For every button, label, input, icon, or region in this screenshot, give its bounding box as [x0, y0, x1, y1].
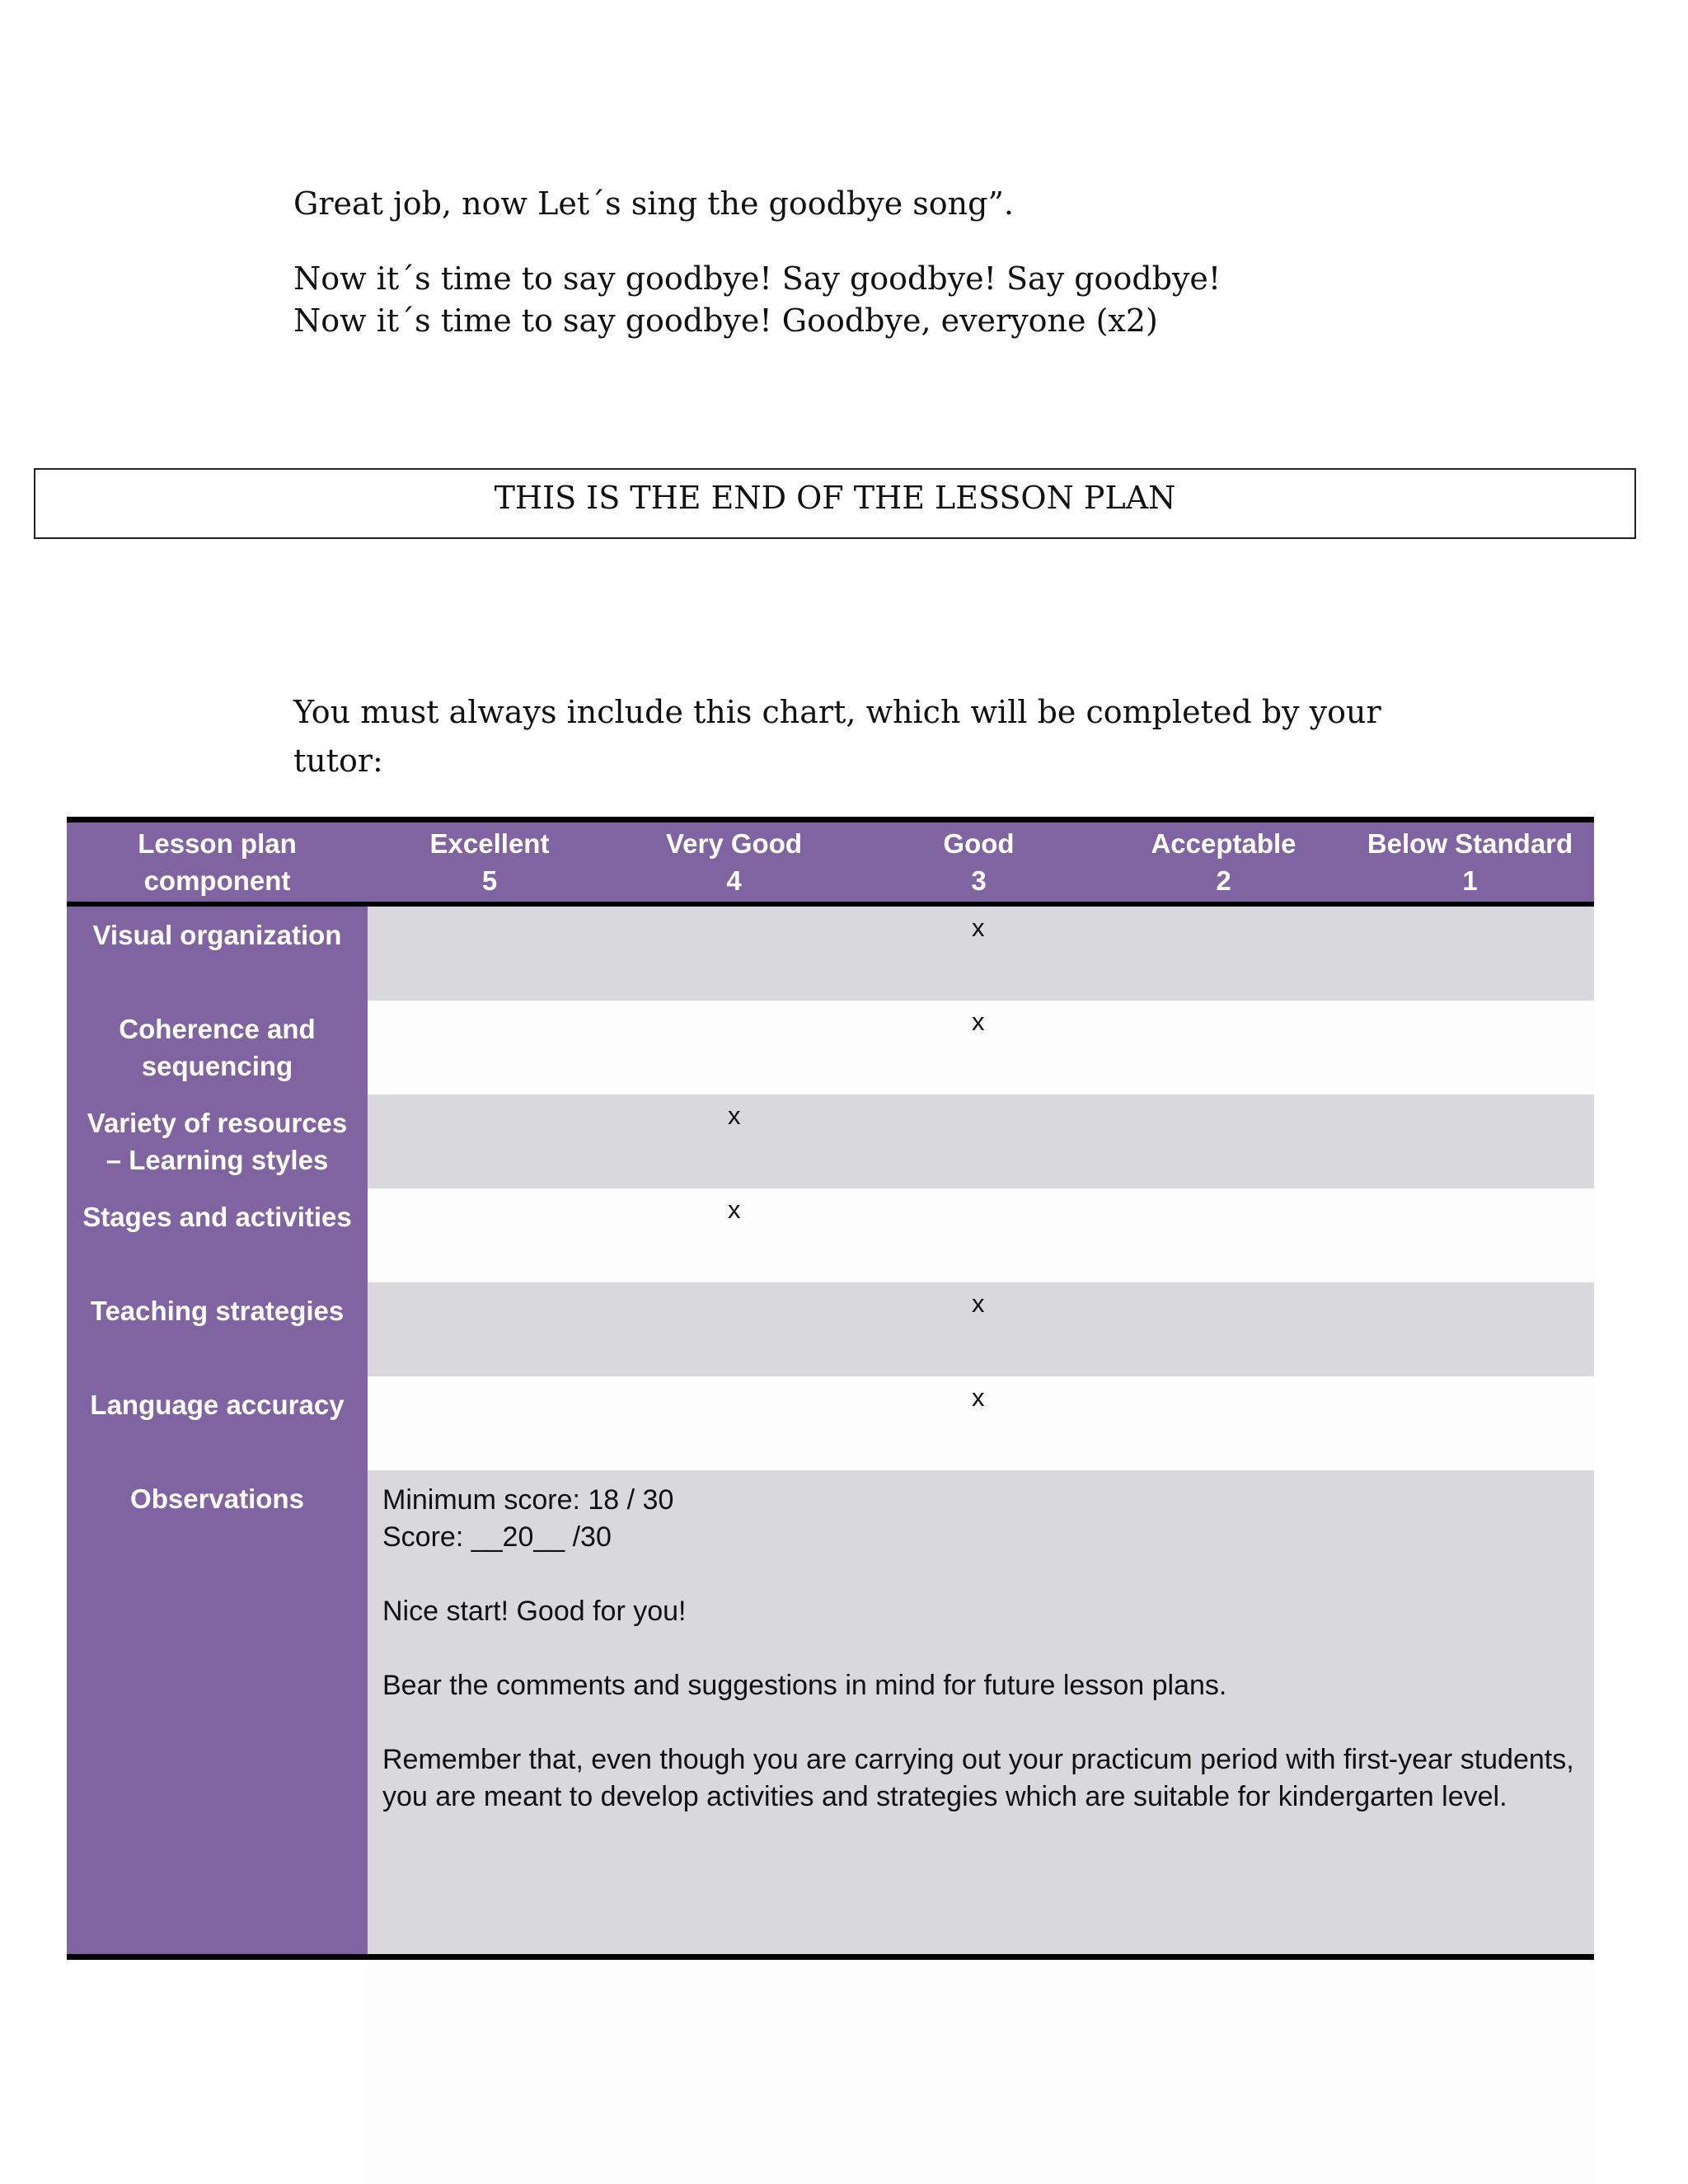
score-mark: x	[728, 1101, 741, 1130]
row-cells	[368, 1376, 1594, 1470]
level-score: 1	[1462, 865, 1478, 896]
row-cells	[368, 1001, 1594, 1094]
level-score: 3	[971, 865, 987, 896]
row-label: Visual organization	[67, 907, 368, 1001]
row-stages-activities	[67, 1188, 1594, 1282]
comment-3: Remember that, even though you are carrying out your practicum period with first-year students, you are meant to develop activities and strategies which are suitable for kindergarten level.	[382, 1744, 1574, 1812]
row-label: Teaching strategies	[67, 1282, 368, 1376]
score-mark: x	[972, 1289, 985, 1318]
row-cells	[368, 1188, 1594, 1282]
score-mark: x	[972, 1007, 985, 1036]
closing-instructions	[293, 183, 1447, 342]
rubric-header-row	[67, 823, 1594, 907]
level-label: Acceptable	[1151, 828, 1296, 859]
score-mark: x	[728, 1195, 741, 1224]
score-mark: x	[972, 1383, 985, 1412]
row-visual-organization	[67, 907, 1594, 1001]
minimum-score: Minimum score: 18 / 30	[382, 1484, 674, 1516]
level-label: Very Good	[665, 828, 803, 859]
song-line-2: Now it´s time to say goodbye! Goodbye, everyone (x2)	[293, 302, 1158, 339]
row-cells	[368, 1094, 1594, 1188]
level-score: 4	[726, 865, 742, 896]
score-mark: x	[972, 913, 985, 942]
chart-instruction: You must always include this chart, which will be completed by your tutor:	[293, 694, 1381, 779]
row-label: Variety of resources – Learning styles	[67, 1094, 368, 1188]
goodbye-intro-line: Great job, now Let´s sing the goodbye song”.	[293, 185, 1014, 222]
score: Score: __20__ /30	[382, 1521, 612, 1553]
row-label: Language accuracy	[67, 1376, 368, 1470]
row-language-accuracy	[67, 1376, 1594, 1470]
comment-1: Nice start! Good for you!	[382, 1596, 687, 1627]
level-label: Below Standard	[1367, 828, 1573, 859]
level-score: 5	[481, 865, 498, 896]
end-of-lesson-banner: THIS IS THE END OF THE LESSON PLAN	[34, 468, 1636, 539]
level-label: Excellent	[429, 828, 550, 859]
header-component	[67, 823, 368, 902]
evaluation-rubric-table	[67, 817, 1594, 1960]
row-observations	[67, 1470, 1594, 1954]
row-variety-resources	[67, 1094, 1594, 1188]
row-coherence-sequencing	[67, 1001, 1594, 1094]
header-excellent	[368, 823, 612, 902]
level-score: 2	[1216, 865, 1231, 896]
header-acceptable	[1101, 823, 1346, 902]
bottom-shade	[368, 1950, 1594, 2184]
row-teaching-strategies	[67, 1282, 1594, 1376]
header-component-line2: component	[143, 865, 291, 896]
header-very-good	[612, 823, 856, 902]
comment-2: Bear the comments and suggestions in mind for future lesson plans.	[382, 1670, 1227, 1701]
observations-label: Observations	[67, 1470, 368, 1954]
row-cells	[368, 1282, 1594, 1376]
row-label: Coherence and sequencing	[67, 1001, 368, 1094]
header-good	[856, 823, 1101, 902]
observations-body	[368, 1470, 1594, 1954]
song-line-1: Now it´s time to say goodbye! Say goodbye! Say goodbye!	[293, 260, 1221, 297]
row-cells	[368, 907, 1594, 1001]
header-component-line1: Lesson plan	[138, 828, 297, 859]
header-below-standard	[1346, 823, 1594, 902]
level-label: Good	[943, 828, 1015, 859]
row-label: Stages and activities	[67, 1188, 368, 1282]
